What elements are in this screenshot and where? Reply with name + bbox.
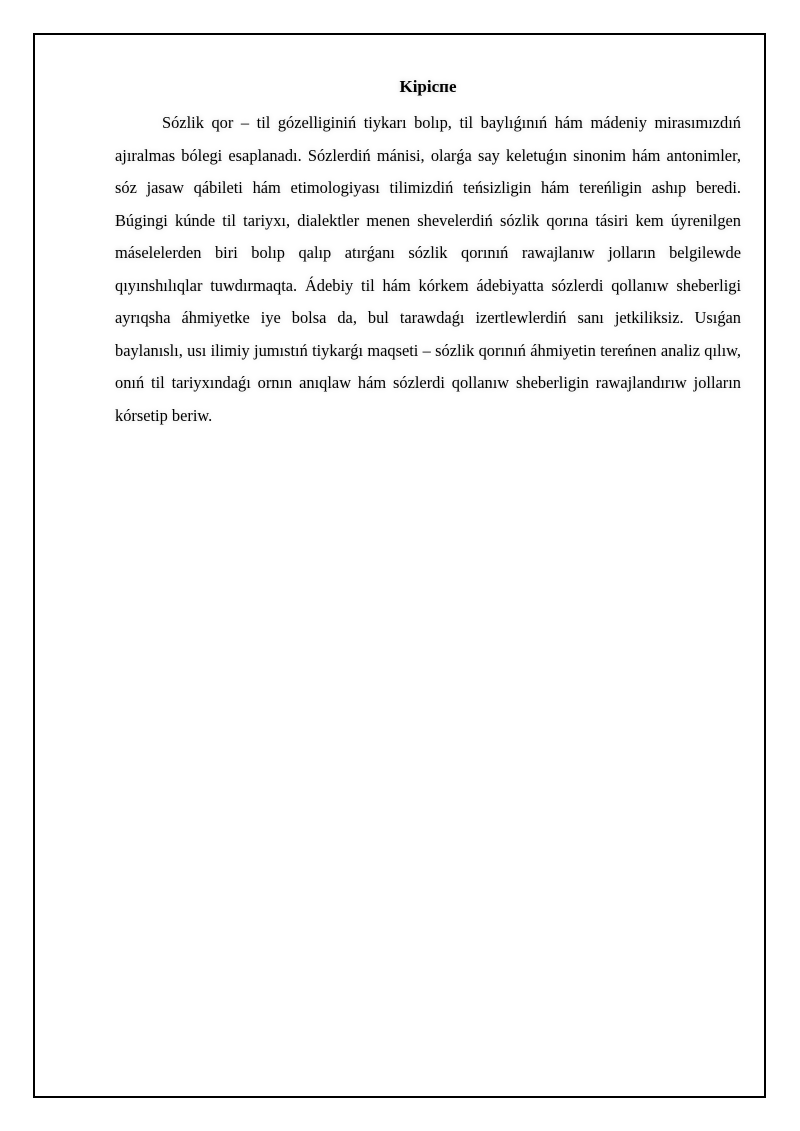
section-title: Kipicпe [399, 77, 457, 96]
document-body [115, 73, 741, 432]
introduction-paragraph: Sózlik qor – til gózelliginiń tiykarı bolıp, til baylıǵınıń hám mádeniy mirasımızdıń ajıralmas bólegi esaplanadı. Sózlerdiń mánisi, olarǵa say keletuǵın sinonim hám antonimler, sóz jasaw qábileti hám etimologiyası tilimizdiń teńsizligin hám tereńligin ashıp beredi. Búgingi kúnde til tariyxı, dialektler menen shevelerdiń sózlik qorına tásiri kem úyrenilgen máselelerden biri bolıp qalıp atırǵanı sózlik qorınıń rawajlanıw jolların belgilewde qıyınshılıqlar tuwdırmaqta. Ádebiy til hám kórkem ádebiyatta sózlerdi qollanıw sheberligi ayrıqsha áhmiyetke iye bolsa da, bul tarawdaǵı izertlewlerdiń sanı jetkiliksiz. Usıǵan baylanıslı, usı ilimiy jumıstıń tiykarǵı maqseti – sózlik qorınıń áhmiyetin tereńnen analiz qılıw, onıń til tariyxındaǵı ornın anıqlaw hám sózlerdi qollanıw sheberligin rawajlandırıw jolların kórsetip beriw. [115, 113, 741, 425]
